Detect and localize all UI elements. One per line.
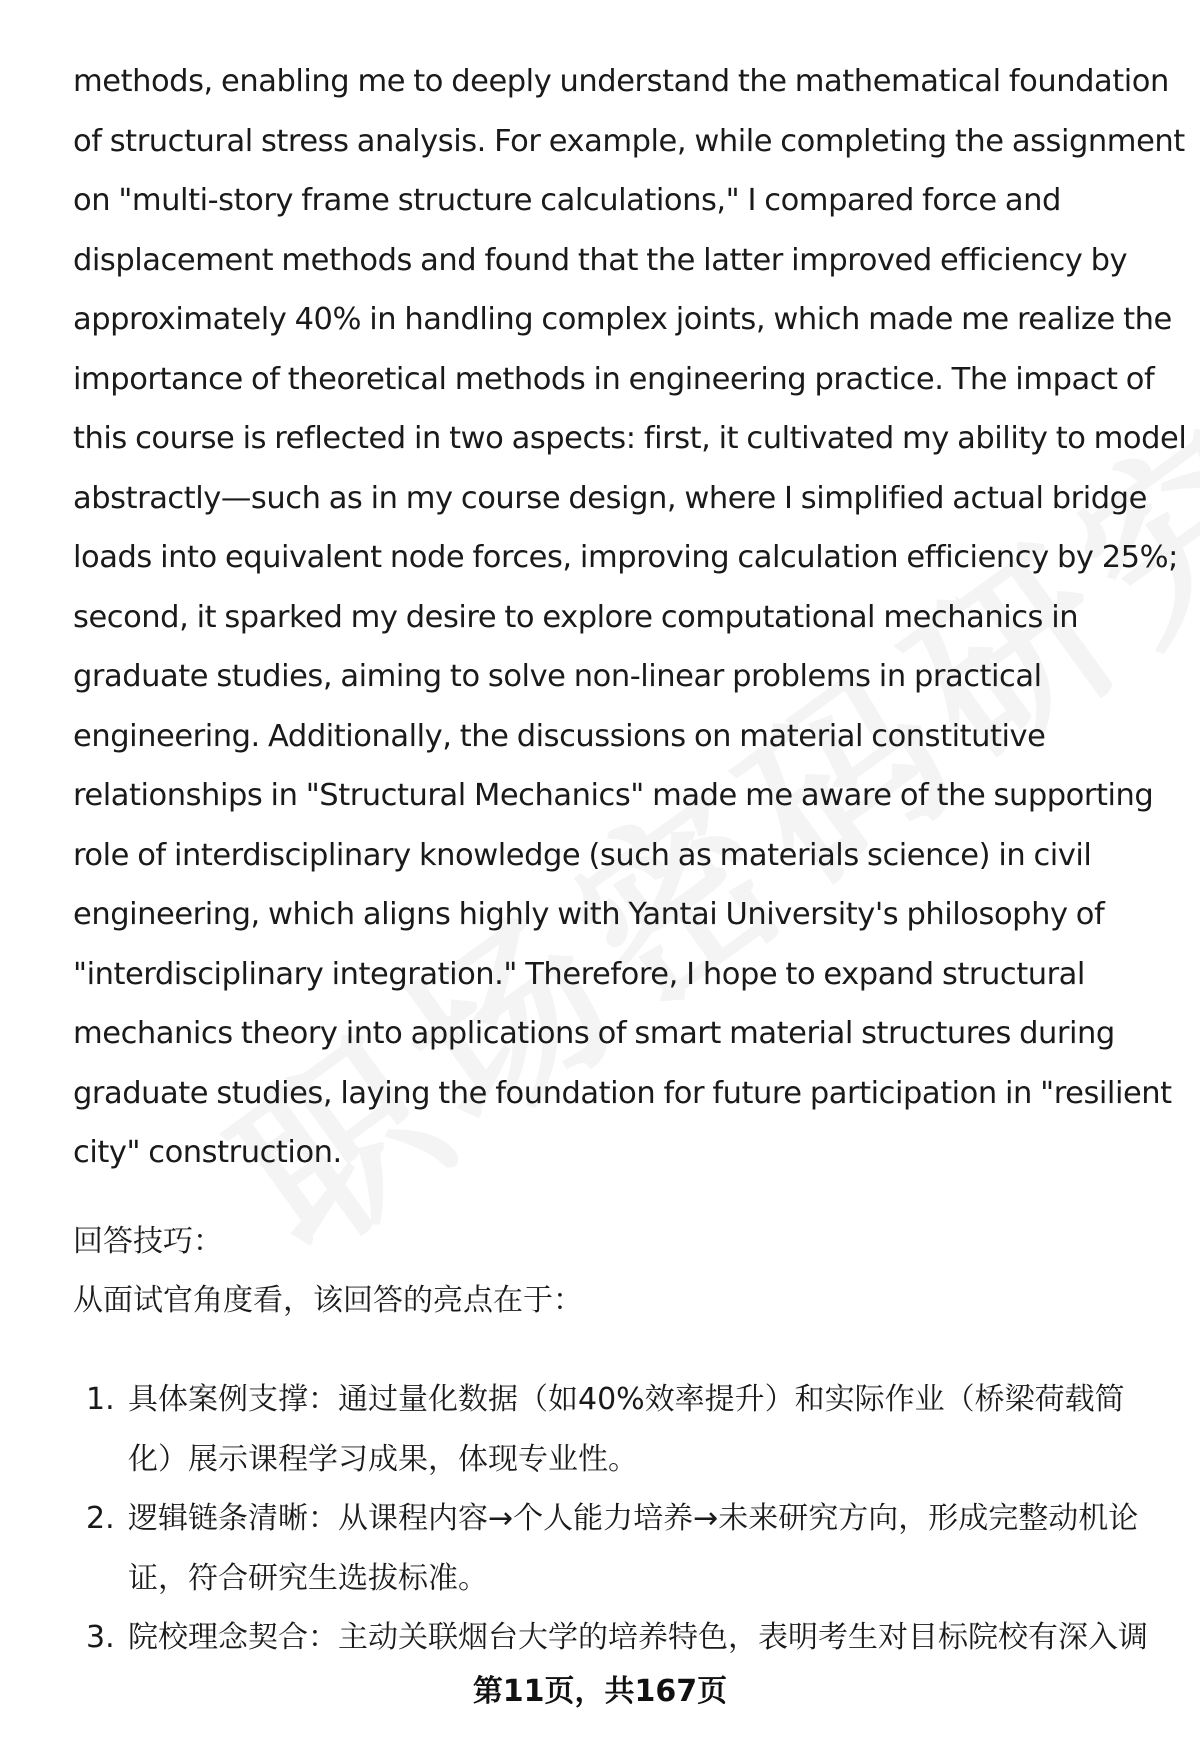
tips-list <box>73 1370 1153 1668</box>
tip-item <box>73 1608 1153 1668</box>
answer-paragraph <box>73 52 1187 1183</box>
paragraph-line: role of interdisciplinary knowledge (such as materials science) in civil <box>73 837 1092 873</box>
tips-intro: 从面试官角度看，该回答的亮点在于： <box>73 1283 583 1318</box>
paragraph-line: loads into equivalent node forces, improving calculation efficiency by 25%; <box>73 540 1178 575</box>
paragraph-line: engineering, which aligns highly with Yantai University's philosophy of <box>73 897 1105 932</box>
paragraph-line: "interdisciplinary integration." Therefore, I hope to expand structural <box>73 956 1085 992</box>
paragraph-line: engineering. Additionally, the discussions on material constitutive <box>73 718 1046 754</box>
tip-line: 证，符合研究生选拔标准。 <box>128 1560 488 1596</box>
paragraph-line: displacement methods and found that the latter improved efficiency by <box>73 242 1128 278</box>
tip-line: 逻辑链条清晰：从课程内容→个人能力培养→未来研究方向，形成完整动机论 <box>128 1501 1139 1536</box>
paragraph-line: of structural stress analysis. For example, while completing the assignment <box>73 123 1185 159</box>
paragraph-line: on "multi-story frame structure calculations," I compared force and <box>73 183 1061 218</box>
paragraph-line: second, it sparked my desire to explore computational mechanics in <box>73 599 1079 635</box>
paragraph-line: city" construction. <box>73 1135 342 1170</box>
tip-item <box>73 1489 1153 1608</box>
paragraph-line: abstractly—such as in my course design, where I simplified actual bridge <box>73 480 1147 516</box>
tip-line: 具体案例支撑：通过量化数据（如40%效率提升）和实际作业（桥梁荷载简 <box>128 1382 1125 1417</box>
tip-line: 化）展示课程学习成果，体现专业性。 <box>128 1441 638 1477</box>
paragraph-line: graduate studies, laying the foundation for future participation in "resilient <box>73 1075 1172 1111</box>
paragraph-line: graduate studies, aiming to solve non-linear problems in practical <box>73 659 1042 694</box>
tips-title: 回答技巧： <box>73 1224 223 1259</box>
tip-number: 2. <box>86 1501 115 1536</box>
paragraph-line: this course is reflected in two aspects: first, it cultivated my ability to model <box>73 421 1187 456</box>
tip-number: 1. <box>86 1382 115 1417</box>
paragraph-line: methods, enabling me to deeply understand the mathematical foundation <box>73 64 1169 99</box>
paragraph-line: mechanics theory into applications of smart material structures during <box>73 1016 1115 1051</box>
page-number-footer: 第11页，共167页 <box>472 1674 728 1709</box>
paragraph-line: importance of theoretical methods in engineering practice. The impact of <box>73 361 1155 397</box>
tip-number: 3. <box>86 1620 115 1655</box>
paragraph-line: relationships in "Structural Mechanics" made me aware of the supporting <box>73 778 1154 813</box>
paragraph-line: approximately 40% in handling complex joints, which made me realize the <box>73 302 1172 337</box>
tip-item <box>73 1370 1153 1489</box>
tip-line: 院校理念契合：主动关联烟台大学的培养特色，表明考生对目标院校有深入调 <box>128 1620 1148 1655</box>
